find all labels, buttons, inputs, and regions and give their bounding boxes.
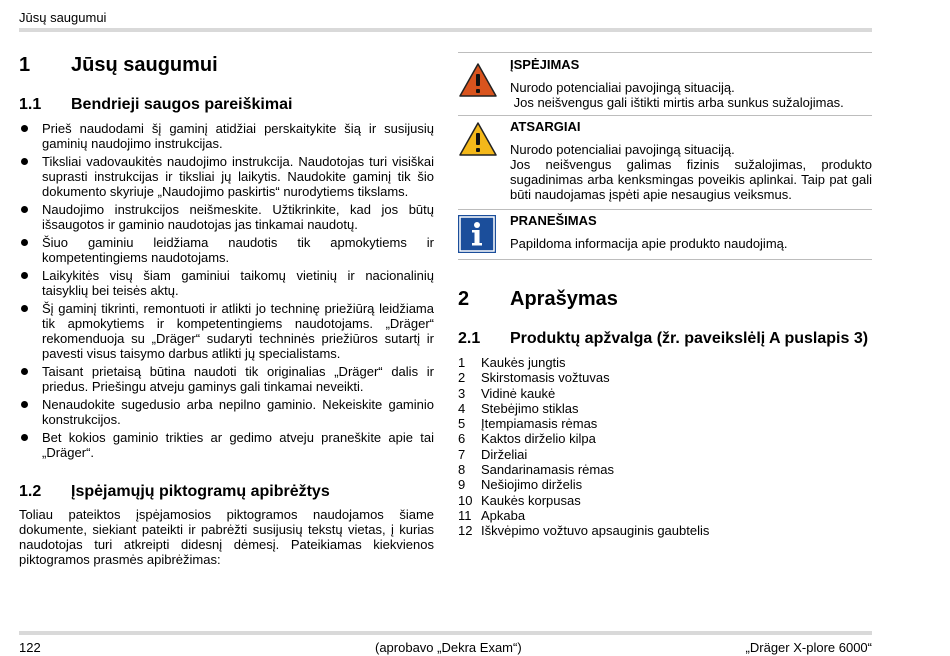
- section-1-2-paragraph: Toliau pateiktos įspėjamosios piktogramos naudojamos šiame dokumente, siekiant pateikti ir pabrėžti susijusių tekstų vietas, į kurias naudotojas turi atkreipti didesnį dėmesį. Pateikiamas kiekvienos piktogramos prasmės apibrėžimas:: [19, 507, 434, 567]
- list-item: Nenaudokite sugedusio arba nepilno gaminio. Nekeiskite gaminio konstrukcijos.: [19, 397, 434, 427]
- approval-note: (aprobavo „Dekra Exam“): [375, 640, 522, 655]
- bullet-icon: [21, 239, 28, 246]
- page-number: 122: [19, 640, 41, 655]
- list-item: 12 Iškvėpimo vožtuvo apsauginis gaubtelis: [458, 523, 710, 539]
- section-number: 1.1: [19, 96, 42, 113]
- section-1-2-heading: [19, 482, 434, 501]
- signal-description: Papildoma informacija apie produkto naudojimą.: [510, 236, 788, 251]
- list-item: Šį gaminį tikrinti, remontuoti ir atlikti jo techninę priežiūrą leidžiama tik apmokytiems ir kompetentingiems naudotojams. „Dräger“ rekomenduoja su „Dräger“ sudaryti techninės priežiūros sutartį ir pavesti visus taisymo darbus atlikti jų specialistams.: [19, 301, 434, 361]
- section-title: Jūsų saugumui: [71, 53, 218, 76]
- list-item: Laikykitės visų šiam gaminiui taikomų vietinių ir nacionalinių taisyklių bei teisės aktų.: [19, 268, 434, 298]
- list-item: 8 Sandarinamasis rėmas: [458, 462, 614, 478]
- list-item: 1 Kaukės jungtis: [458, 355, 566, 370]
- list-item: Taisant prietaisą būtina naudoti tik originalias „Dräger“ dalis ir priedus. Priešingu atveju gaminys gali tinkamai neveikti.: [19, 364, 434, 394]
- list-item: 6 Kaktos dirželio kilpa: [458, 431, 596, 447]
- section-number: 1.2: [19, 483, 42, 500]
- signal-word-table: [458, 52, 872, 260]
- list-item: Šiuo gaminiu leidžiama naudotis tik apmokytiems ir kompetentingiems naudotojams.: [19, 235, 434, 265]
- list-item: 5 Įtempiamasis rėmas: [458, 416, 598, 432]
- list-item: 4 Stebėjimo stiklas: [458, 400, 579, 416]
- right-column: [458, 52, 872, 539]
- section-title: Produktų apžvalga (žr. paveikslėlį A puslapis 3): [510, 330, 869, 347]
- section-1-1-heading: [19, 95, 434, 114]
- list-item: Bet kokios gaminio trikties ar gedimo atveju praneškite apie tai „Dräger“.: [19, 430, 434, 460]
- signal-consequence: Jos neišvengus galimas fizinis sužalojimas, produkto sugadinimas arba kenksmingas poveikis aplinkai. Taip pat gali būti naudojamas įspėti apie nesaugius veiksmus.: [510, 157, 872, 202]
- section-number: 2.1: [458, 330, 481, 347]
- list-item: 7 Dirželiai: [458, 446, 528, 462]
- safety-bullet-list: [19, 121, 434, 460]
- section-1-heading: [19, 52, 434, 78]
- bullet-icon: [21, 272, 28, 279]
- left-column: [19, 52, 434, 567]
- bullet-icon: [21, 206, 28, 213]
- signal-word: PRANEŠIMAS: [510, 213, 597, 228]
- header-rule: [19, 28, 872, 32]
- warning-triangle-yellow-icon: [458, 121, 498, 157]
- running-header: Jūsų saugumui: [19, 10, 107, 25]
- list-item: 9 Nešiojimo dirželis: [458, 477, 583, 493]
- list-item: 3 Vidinė kaukė: [458, 385, 556, 401]
- section-2-heading: [458, 286, 872, 312]
- section-title: Įspėjamųjų piktogramų apibrėžtys: [71, 483, 330, 500]
- section-title: Bendrieji saugos pareiškimai: [71, 96, 293, 113]
- section-number: 2: [458, 287, 470, 310]
- product-name: „Dräger X-plore 6000“: [745, 640, 872, 655]
- section-title: Aprašymas: [510, 287, 618, 310]
- signal-description: Nurodo potencialiai pavojingą situaciją.: [510, 80, 735, 95]
- bullet-icon: [21, 434, 28, 441]
- parts-list: [458, 355, 872, 539]
- section-2-1-heading: [458, 329, 872, 348]
- caution-row: [458, 115, 872, 209]
- list-item: Naudojimo instrukcijos neišmeskite. Užtikrinkite, kad jos būtų išsaugotos ir gaminio naudotojas jas tinkamai naudotų.: [19, 202, 434, 232]
- signal-word: ATSARGIAI: [510, 119, 581, 134]
- list-item: 10 Kaukės korpusas: [458, 492, 581, 508]
- bullet-icon: [21, 305, 28, 312]
- list-item: Tiksliai vadovaukitės naudojimo instrukcija. Naudotojas turi visiškai suprasti instrukcijas ir tiksliai jų laikytis. Naudokite gaminį tik šio dokumento skyriuje „Naudojimo paskirtis“ nurodytiems tikslams.: [19, 154, 434, 199]
- bullet-icon: [21, 158, 28, 165]
- bullet-icon: [21, 125, 28, 132]
- section-number: 1: [19, 53, 31, 76]
- signal-description: Nurodo potencialiai pavojingą situaciją.: [510, 142, 735, 157]
- list-item: 2 Skirstomasis vožtuvas: [458, 370, 610, 386]
- list-item: Prieš naudodami šį gaminį atidžiai perskaitykite šią ir susijusių gaminių naudojimo instrukcijas.: [19, 121, 434, 151]
- info-square-icon: [458, 215, 496, 253]
- warning-row: [458, 52, 872, 115]
- signal-consequence: Jos neišvengus gali ištikti mirtis arba sunkus sužalojimas.: [510, 95, 844, 110]
- list-item: 11 Apkaba: [458, 507, 526, 523]
- bullet-icon: [21, 368, 28, 375]
- bullet-icon: [21, 401, 28, 408]
- footer-rule: [19, 631, 872, 635]
- signal-word: ĮSPĖJIMAS: [510, 57, 580, 72]
- notice-row: [458, 209, 872, 260]
- warning-triangle-red-icon: [458, 62, 498, 98]
